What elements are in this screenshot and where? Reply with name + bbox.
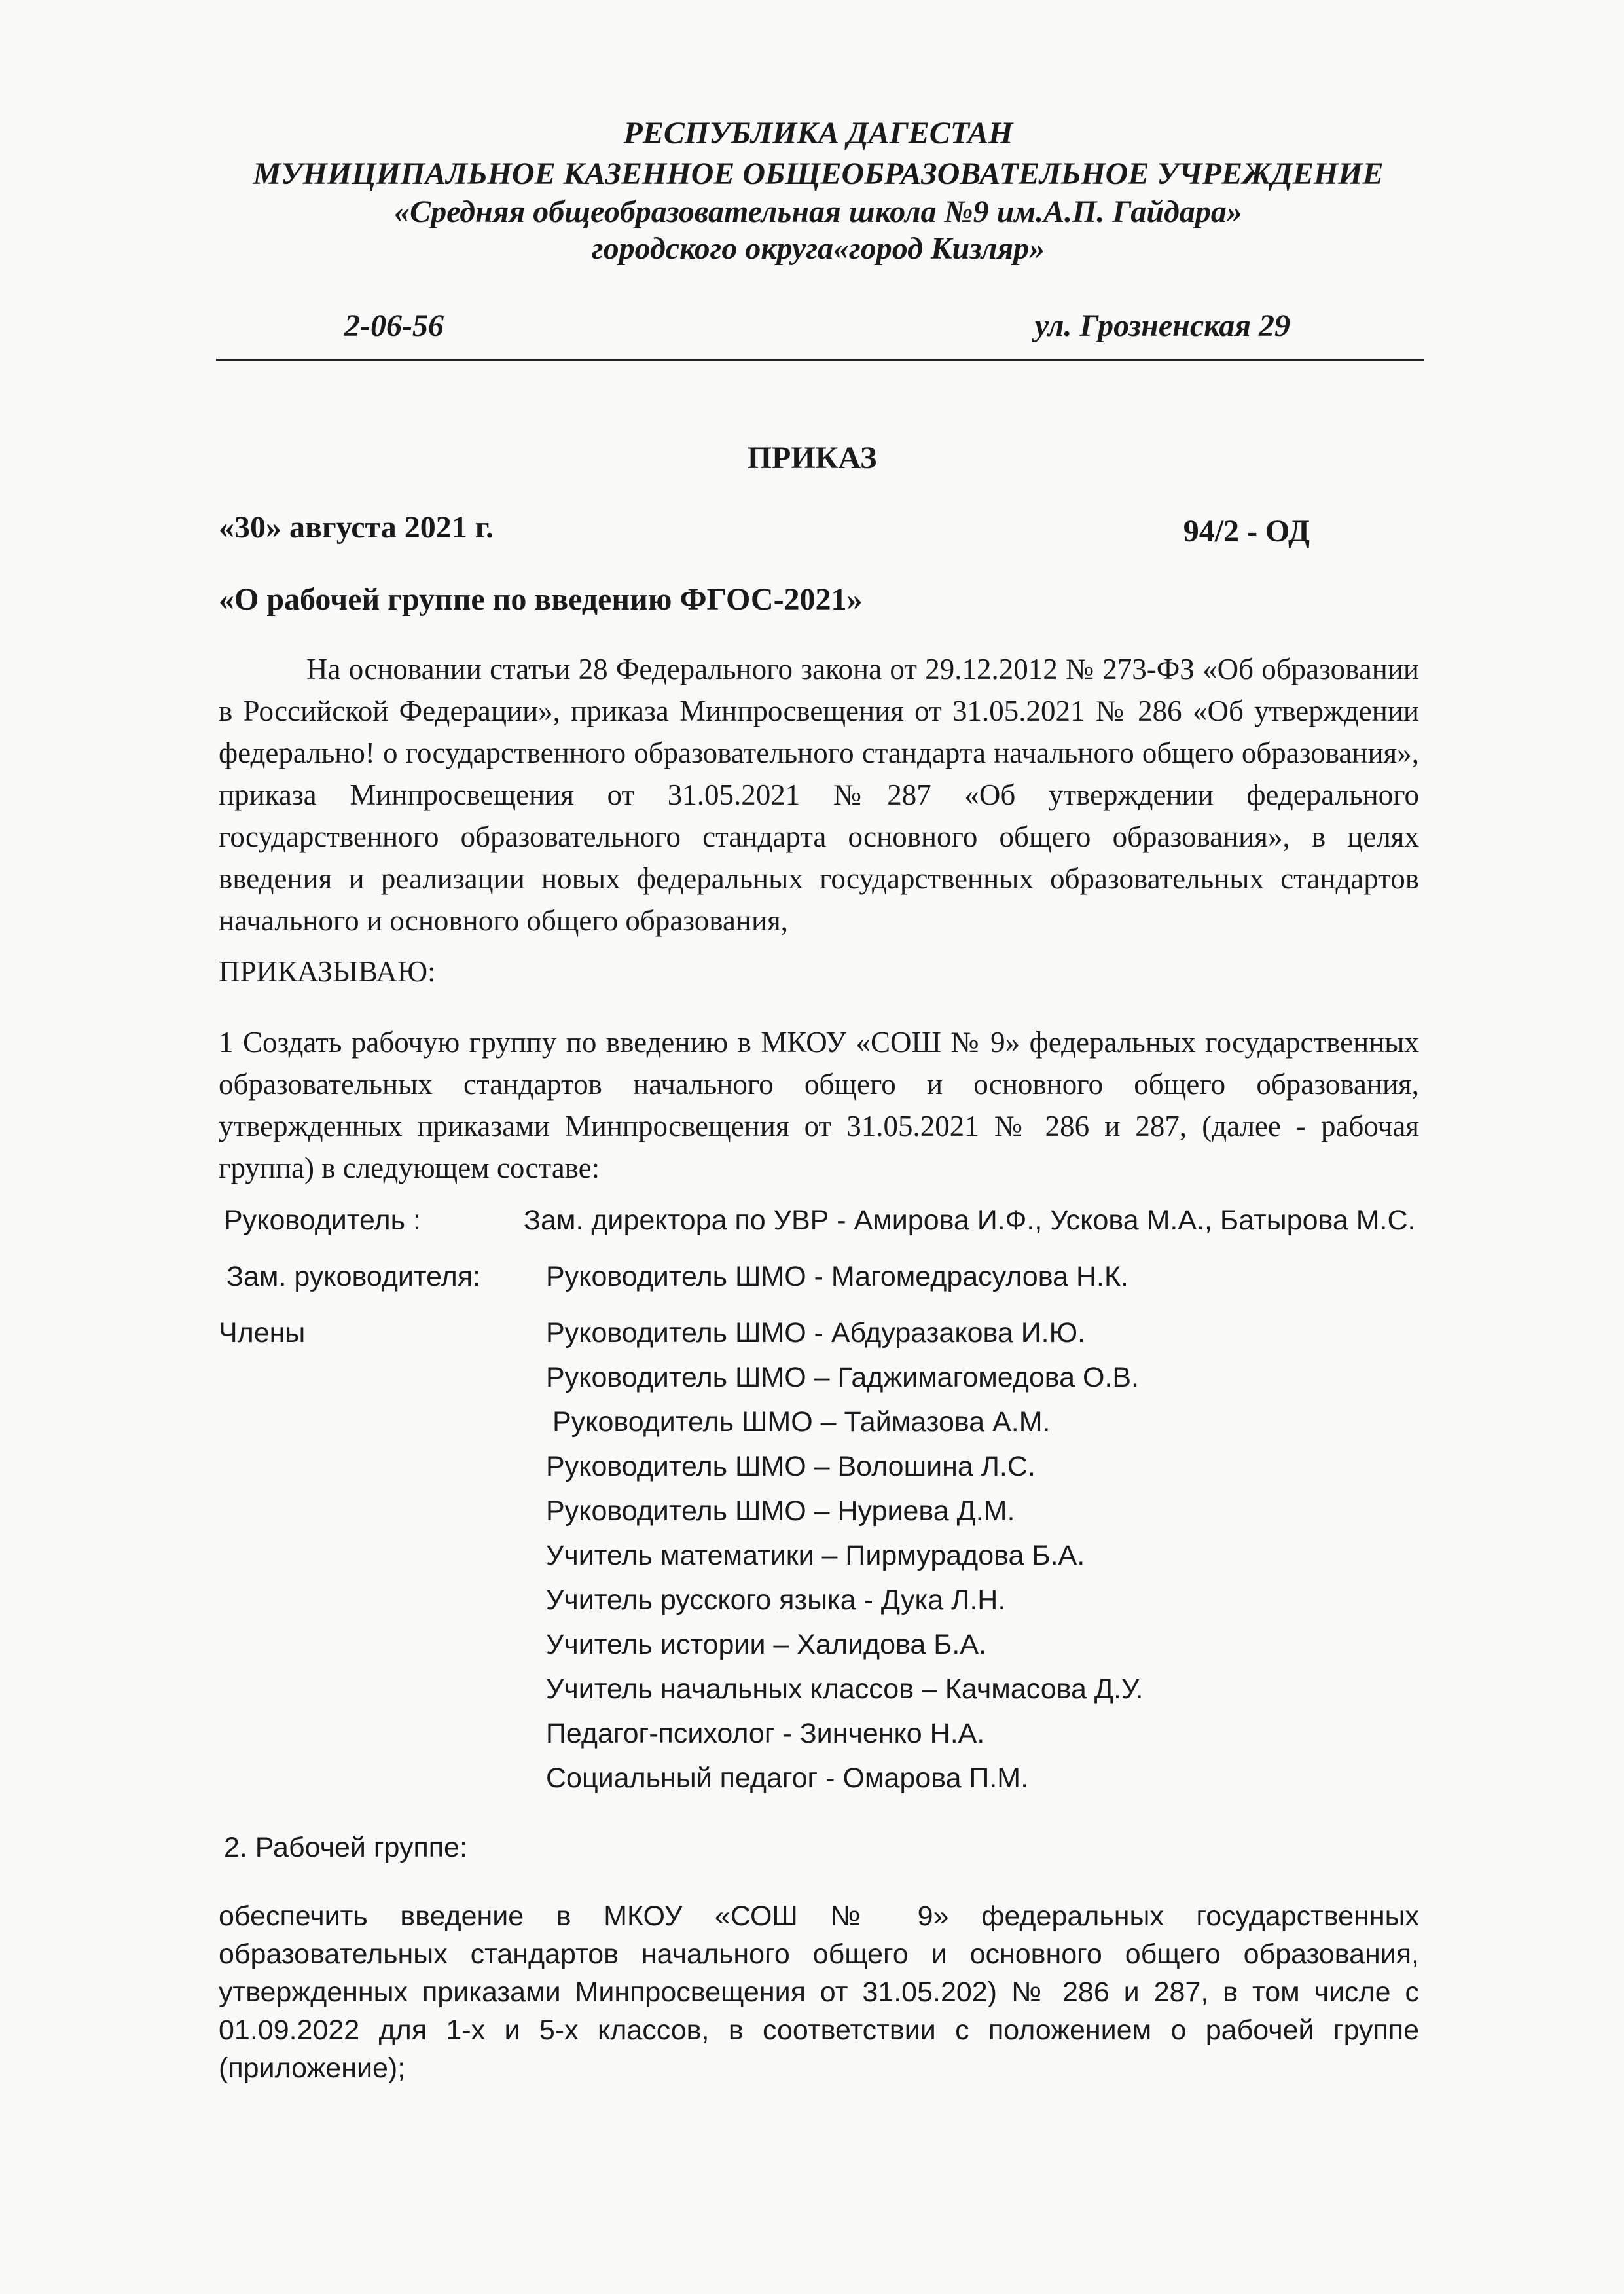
header-city: городского округа«город Кизляр» xyxy=(591,231,1045,266)
list-item: Педагог-психолог - Зинченко Н.А. xyxy=(546,1718,985,1749)
list-item: Учитель начальных классов – Качмасова Д.У. xyxy=(546,1673,1144,1705)
deputy-value: Руководитель ШМО - Магомедрасулова Н.К. xyxy=(546,1261,1128,1292)
document-title: ПРИКАЗ xyxy=(747,441,877,475)
header-address: ул. Грозненская 29 xyxy=(1034,308,1290,343)
header-school-name: «Средняя общеобразовательная школа №9 им.А.П. Гайдара» xyxy=(394,194,1242,229)
members-label: Члены xyxy=(219,1317,306,1349)
order-word: ПРИКАЗЫВАЮ: xyxy=(219,955,436,988)
document-subject: «О рабочей группе по введению ФГОС-2021» xyxy=(219,582,863,617)
head-value: Зам. директора по УВР - Амирова И.Ф., Ускова М.А., Батырова М.С. xyxy=(524,1205,1416,1236)
list-item: Руководитель ШМО – Нуриева Д.М. xyxy=(546,1495,1015,1527)
item-2-paragraph: обеспечить введение в МКОУ «СОШ № 9» федеральных государственных образовательных стандартов начального общего и основного общего образования, утвержденных приказами Минпросвещения от 31.05.202) № 286 и 287, в том числе с 01.09.2022 для 1-х и 5-х классов, в соответствии с положением о рабочей группе (приложение); xyxy=(219,1901,1419,2084)
item-2-heading: 2. Рабочей группе: xyxy=(224,1832,467,1863)
document-number: 94/2 - ОД xyxy=(1183,514,1310,549)
deputy-label: Зам. руководителя: xyxy=(226,1261,480,1292)
header-institution-type: МУНИЦИПАЛЬНОЕ КАЗЕННОЕ ОБЩЕОБРАЗОВАТЕЛЬНОЕ УЧРЕЖДЕНИЕ xyxy=(253,156,1384,191)
header-divider xyxy=(216,359,1424,361)
head-label: Руководитель : xyxy=(224,1205,421,1236)
list-item: Учитель русского языка - Дука Л.Н. xyxy=(546,1584,1006,1616)
list-item: Руководитель ШМО – Таймазова А.М. xyxy=(552,1406,1051,1438)
list-item: Учитель математики – Пирмурадова Б.А. xyxy=(546,1540,1085,1571)
item-1-paragraph: 1 Создать рабочую группу по введению в МКОУ «СОШ № 9» федеральных государственных образовательных стандартов начального общего и основного общего образования, утвержденных приказами Минпросвещения от 31.05.2021 № 286 и 287, (далее - рабочая группа) в следующем составе: xyxy=(219,1026,1419,1184)
list-item: Руководитель ШМО – Волошина Л.С. xyxy=(546,1451,1036,1482)
header-phone: 2-06-56 xyxy=(344,308,444,343)
list-item: Учитель истории – Халидова Б.А. xyxy=(546,1629,987,1660)
intro-paragraph: На основании статьи 28 Федерального закона от 29.12.2012 № 273-ФЗ «Об образовании в Российской Федерации», приказа Минпросвещения от 31.05.2021 № 286 «Об утверждении федерально! о государственного образовательного стандарта начального общего образования», приказа Минпросвещения от 31.05.2021 №287 «Об утверждении федерального государственного образовательного стандарта основного общего образования», в целях введения и реализации новых федеральных государственных образовательных стандартов начального и основного общего образования, xyxy=(219,653,1419,937)
list-item: Руководитель ШМО – Гаджимагомедова О.В. xyxy=(546,1362,1140,1393)
members-list xyxy=(546,1315,1144,1804)
header-republic: РЕСПУБЛИКА ДАГЕСТАН xyxy=(623,116,1013,151)
list-item: Руководитель ШМО - Абдуразакова И.Ю. xyxy=(546,1317,1085,1349)
document-date: «30» августа 2021 г. xyxy=(219,510,494,545)
list-item: Социальный педагог - Омарова П.М. xyxy=(546,1762,1029,1794)
